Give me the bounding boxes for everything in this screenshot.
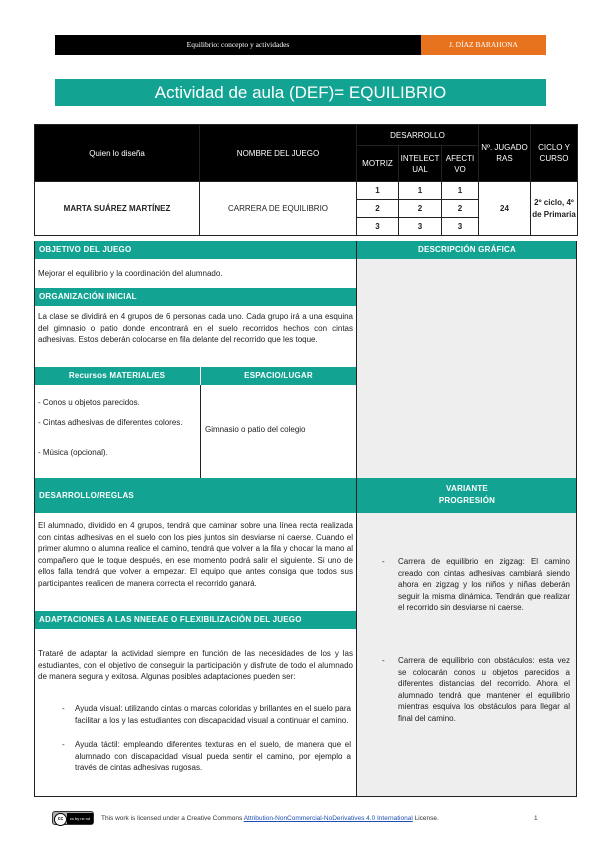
adaptacion-item: Ayuda táctil: empleando diferentes texturas en el suelo, de manera que el alumnado con discapacidad visual pueda sentir el camino, por ejemplo a través de cintas adhesivas rugosas. (75, 740, 351, 772)
cc-label: cc by nc nd (67, 813, 93, 824)
desarrollo-text: El alumnado, dividido en 4 grupos, tendrá que caminar sobre una línea recta realizada con cintas adhesivas en el suelo con los pies juntos sin desviarse ni caerse. Cuando el primer alumno o alumna realice el camino, tendrá que volver a la fila y chocar la mano al compañero que le toque después, en ese momento podrá salir el siguiente. Si uno de ellos falla tendrá que volver a empezar. El equipo que antes consiga que todos sus participantes realicen de manera correcta el recorrido ganará. (38, 521, 353, 588)
license-text (101, 815, 541, 822)
header-author: J. DÍAZ BARAHONA (421, 35, 546, 55)
recurso-item: - Cintas adhesivas de diferentes colores. (38, 418, 183, 427)
variante-heading-line2: PROGRESIÓN (438, 496, 496, 505)
bullet-dash: - (62, 740, 65, 749)
motriz-value: 1 (357, 182, 399, 200)
bullet-dash: - (62, 704, 65, 713)
section-organizacion: ORGANIZACIÓN INICIAL (34, 288, 356, 306)
summary-table (34, 124, 578, 236)
page-title: Actividad de aula (DEF)= EQUILIBRIO (55, 79, 546, 106)
section-desarrollo: DESARROLLO/REGLAS (34, 478, 356, 513)
variante-item: Carrera de equilibrio en zigzag: El camino creado con cintas adhesivas cambiará siendo ahora en zigzag y los niños y niñas deberán seguir la misma dinámica. Tendrán que realizar el recorrido sin desviarse ni caerse. (398, 557, 570, 612)
section-descripcion-grafica: DESCRIPCIÓN GRÁFICA (357, 241, 577, 259)
header-intelectual: INTELECT UAL (399, 146, 442, 182)
intelectual-value: 3 (399, 218, 442, 236)
intelectual-value: 1 (399, 182, 442, 200)
header-nombre: NOMBRE DEL JUEGO (200, 125, 357, 182)
section-recursos: Recursos MATERIAL/ES (34, 367, 200, 385)
designer-name: MARTA SUÁREZ MARTÍNEZ (35, 182, 200, 236)
bullet-dash: - (382, 656, 385, 665)
section-variante (357, 478, 577, 513)
header-subject: Equilibrio: concepto y actividades (55, 35, 421, 55)
variante-item: Carrera de equilibrio con obstáculos: esta vez se colocarán conos u objetos parecidos a diferentes distancias del recorrido. Ahora el alumnado tendrá que mantener el equilibrio mientras esquiva los obstáculos para llegar al final del camino. (398, 656, 570, 723)
afectivo-value: 3 (442, 218, 479, 236)
section-adaptaciones: ADAPTACIONES A LAS NNEEAE O FLEXIBILIZACIÓN DEL JUEGO (34, 611, 356, 629)
bullet-dash: - (382, 557, 385, 566)
motriz-value: 2 (357, 200, 399, 218)
header-motriz: MOTRIZ (357, 146, 399, 182)
intelectual-value: 2 (399, 200, 442, 218)
afectivo-value: 1 (442, 182, 479, 200)
objetivo-text: Mejorar el equilibrio y la coordinación del alumnado. (38, 269, 223, 278)
recurso-item: - Música (opcional). (38, 448, 108, 457)
cycle-course: 2º ciclo, 4º de Primaria (531, 182, 578, 236)
cc-circle-icon: cc (54, 813, 67, 826)
cc-license-icon (52, 811, 94, 825)
header-jugadores: Nº. JUGADO RAS (479, 125, 531, 182)
header-desarrollo: DESARROLLO (357, 125, 479, 146)
page-number: 1 (534, 815, 538, 822)
motriz-value: 3 (357, 218, 399, 236)
license-link[interactable]: Attribution-NonCommercial-NoDerivatives 4.0 International (243, 815, 413, 822)
organizacion-text: La clase se dividirá en 4 grupos de 6 personas cada uno. Cada grupo irá a una esquina del gimnasio o patio donde encontrará en el suelo recorridos hechos con cintas adhesivas. Estos deberán colocarse en fila delante del recorrido que les toque. (38, 312, 353, 344)
header-quien: Quien lo diseña (35, 125, 200, 182)
graphic-description-area (357, 259, 577, 478)
recurso-item: - Conos u objetos parecidos. (38, 398, 140, 407)
adaptacion-item: Ayuda visual: utilizando cintas o marcas coloridas y brillantes en el suelo para facilitar a los y las estudiantes con discapacidad visual a continuar el camino. (75, 704, 351, 725)
adaptaciones-intro: Trataré de adaptar la actividad siempre en función de las necesidades de los y las estudiantes, con el objetivo de conseguir la participación y disfrute de todo el alumnado de manera segura y exitosa. Algunas posibles adaptaciones pueden ser: (38, 649, 353, 681)
afectivo-value: 2 (442, 200, 479, 218)
game-name: CARRERA DE EQUILIBRIO (200, 182, 357, 236)
license-prefix: This work is licensed under a Creative Commons (101, 815, 243, 822)
section-espacio: ESPACIO/LUGAR (201, 367, 356, 385)
section-objetivo: OBJETIVO DEL JUEGO (34, 241, 356, 259)
espacio-text: Gimnasio o patio del colegio (205, 425, 306, 434)
license-suffix: License. (414, 815, 439, 822)
players-count: 24 (479, 182, 531, 236)
header-ciclo: CICLO Y CURSO (531, 125, 578, 182)
header-afectivo: AFECTI VO (442, 146, 479, 182)
variante-heading-line1: VARIANTE (446, 484, 488, 493)
